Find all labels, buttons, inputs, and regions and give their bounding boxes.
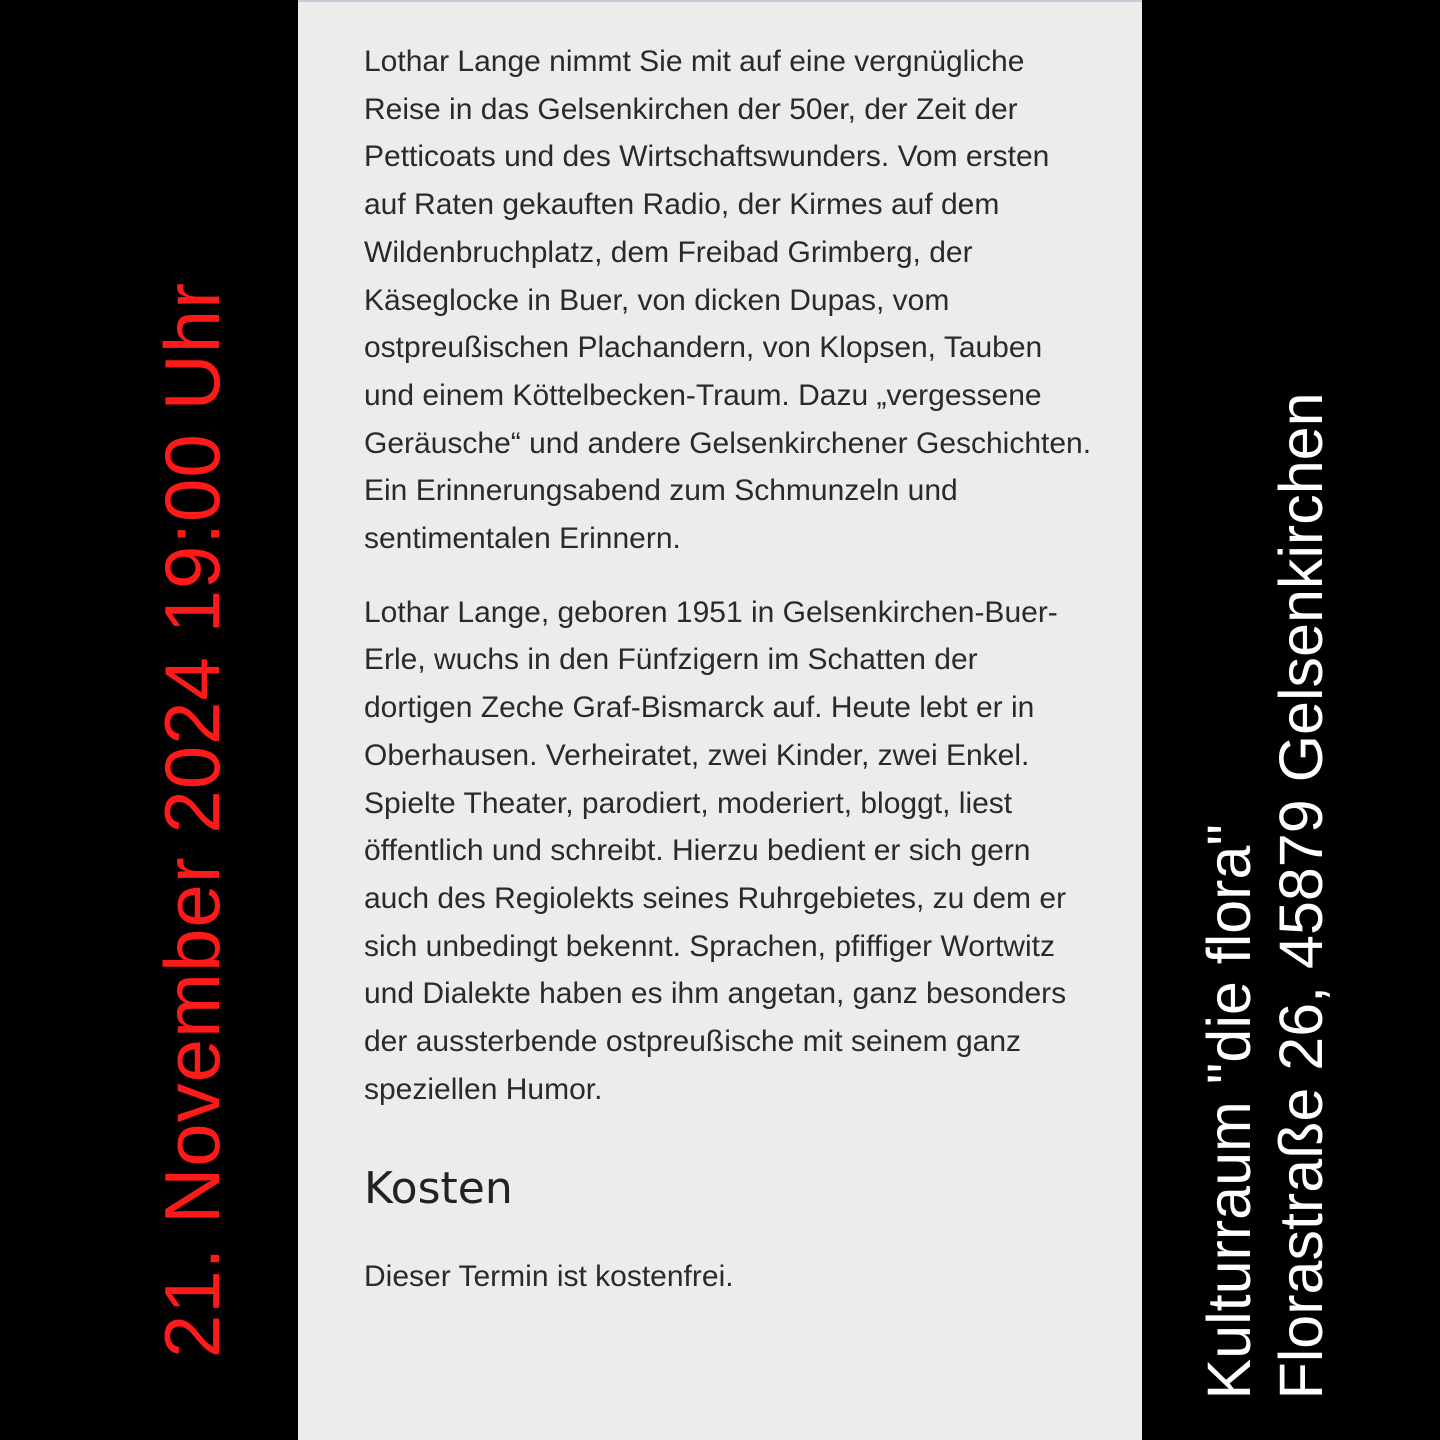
event-venue [1193,392,1337,1399]
cost-heading: Kosten [364,1163,513,1215]
article-paragraph-biography: Lothar Lange, geboren 1951 in Gelsenkirchen-Buer-Erle, wuchs in den Fünfzigern im Schatten der dortigen Zeche Graf-Bismarck auf. Heute lebt er in Oberhausen. Verheiratet, zwei Kinder, zwei Enkel. Spielte Theater, parodiert, moderiert, bloggt, liest öffentlich und schreibt. Hierzu bedient er sich gern auch des Regiolekts seines Ruhrgebietes, zu dem er sich unbedingt bekennt. Sprachen, pfiffiger Wortwitz und Dialekte haben es ihm angetan, ganz besonders der aussterbende ostpreußische mit seinem ganz speziellen Humor. [364,595,1067,1106]
event-date-time: 21. November 2024 19:00 Uhr [148,281,236,1359]
article-content [364,38,1094,1301]
venue-address: Florastraße 26, 45879 Gelsenkirchen [1267,392,1335,1400]
venue-name: Kulturraum "die flora" [1195,823,1263,1400]
article-paragraph-intro: Lothar Lange nimmt Sie mit auf eine vergnügliche Reise in das Gelsenkirchen der 50er, der Zeit der Petticoats und des Wirtschaftswunders. Vom ersten auf Raten gekauften Radio, der Kirmes auf dem Wildenbruchplatz, dem Freibad Grimberg, der Käseglocke in Buer, von dicken Dupas, vom ostpreußischen Plachandern, von Klopsen, Tauben und einem Köttelbecken-Traum. Dazu „vergessene Geräusche“ und andere Gelsenkirchener Geschichten. Ein Erinnerungsabend zum Schmunzeln und sentimentalen Erinnern. [364,45,1092,556]
cost-text: Dieser Termin ist kostenfrei. [364,1260,734,1294]
article-panel [298,0,1142,1440]
